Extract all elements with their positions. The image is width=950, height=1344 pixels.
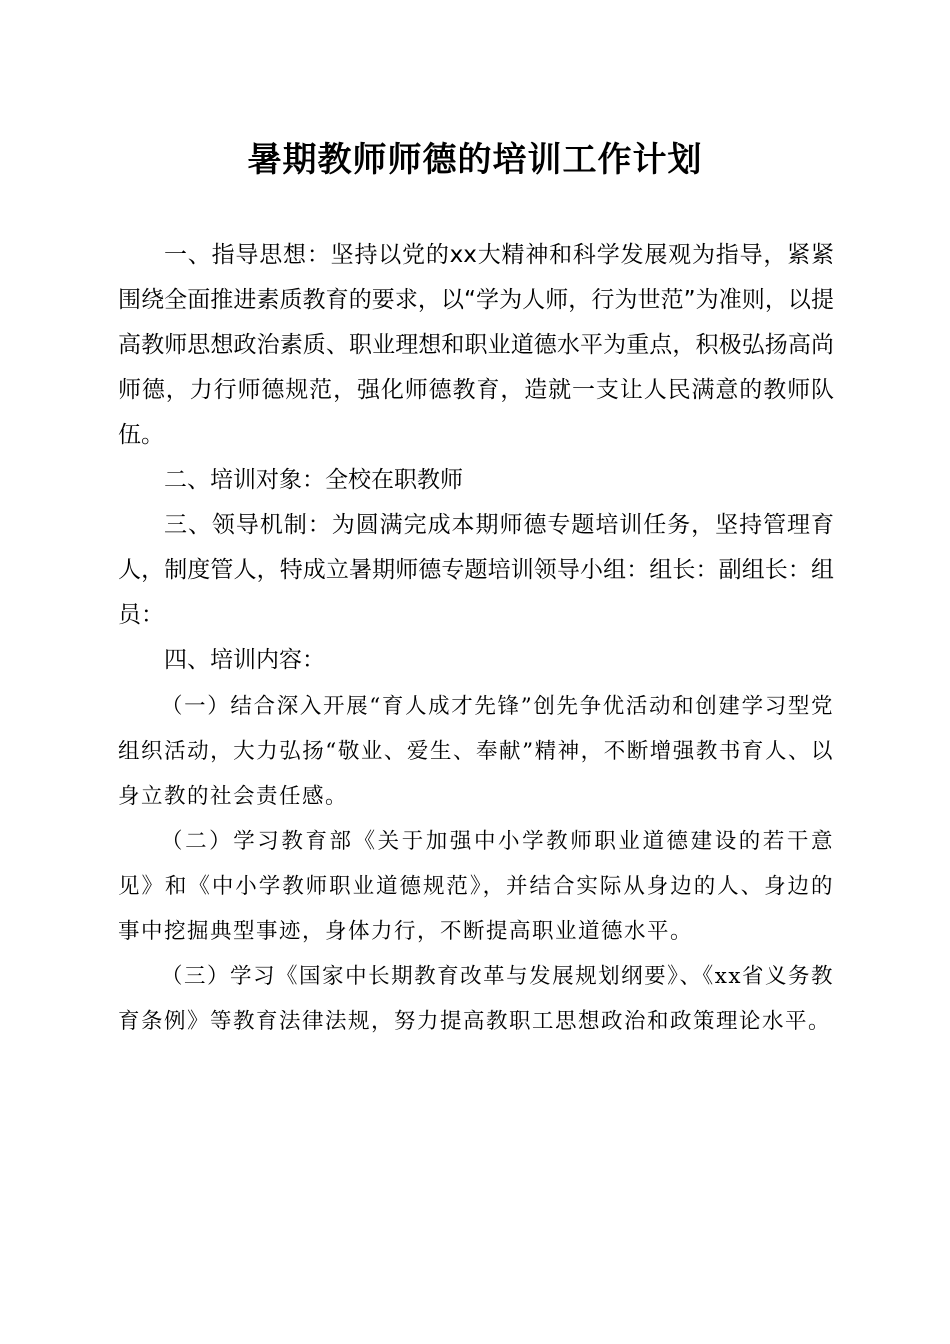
section-guiding-ideology: 一、指导思想：坚持以党的xx大精神和科学发展观为指导，紧紧围绕全面推进素质教育的要求，以“学为人师，行为世范”为准则，以提高教师思想政治素质、职业理想和职业道德水平为重点，积极弘扬高尚师德，力行师德规范，强化师德教育，造就一支让人民满意的教师队伍。 [118, 242, 834, 448]
section-training-content-heading: 四、培训内容： [164, 647, 325, 673]
section-training-target: 二、培训对象：全校在职教师 [164, 467, 463, 493]
content-item-1: （一）结合深入开展“育人成才先锋”创先争优活动和创建学习型党组织活动，大力弘扬“敬业、爱生、奉献”精神，不断增强教书育人、以身立教的社会责任感。 [118, 694, 834, 809]
content-item-2: （二）学习教育部《关于加强中小学教师职业道德建设的若干意见》和《中小学教师职业道德规范》，并结合实际从身边的人、身边的事中挖掘典型事迹，身体力行，不断提高职业道德水平。 [118, 829, 834, 944]
document-body [118, 233, 834, 1044]
content-item-3: （三）学习《国家中长期教育改革与发展规划纲要》、《xx省义务教育条例》等教育法律法规，努力提高教职工思想政治和政策理论水平。 [118, 964, 834, 1034]
section-leadership-mechanism: 三、领导机制：为圆满完成本期师德专题培训任务，坚持管理育人，制度管人，特成立暑期师德专题培训领导小组：组长：副组长：组员： [118, 512, 834, 628]
document-title: 暑期教师师德的培训工作计划 [247, 140, 703, 180]
